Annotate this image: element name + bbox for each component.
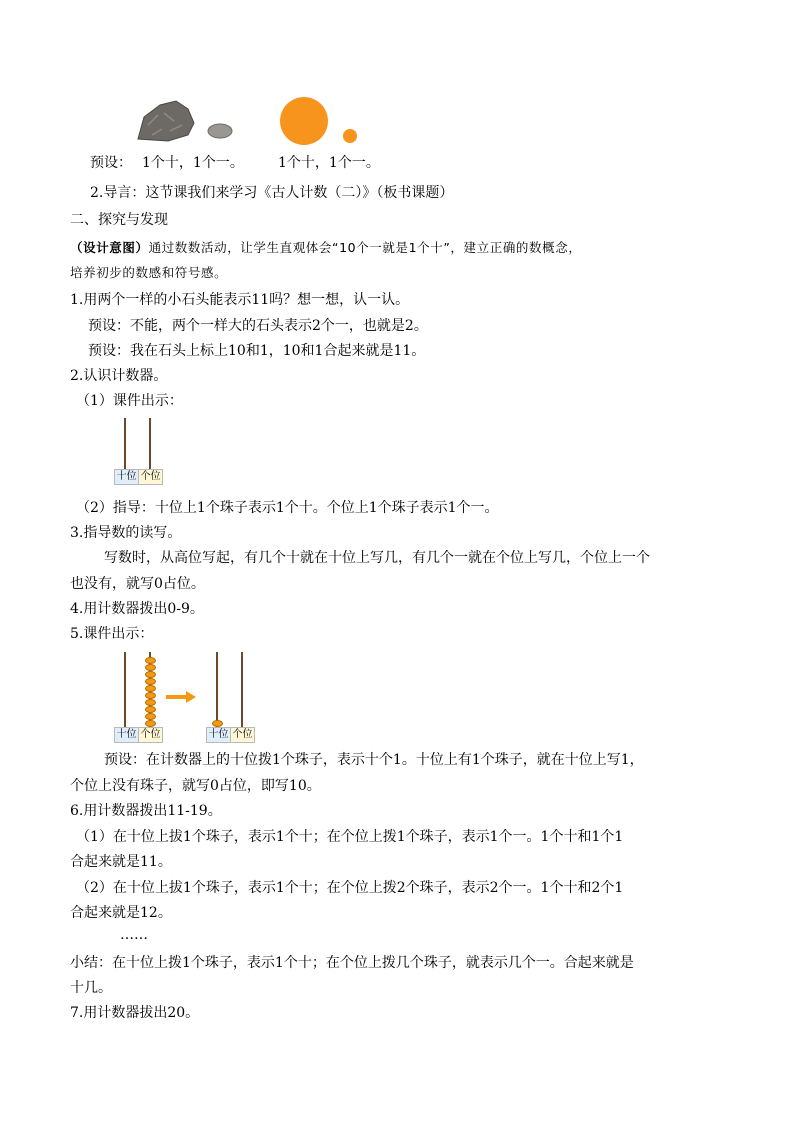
stones-illustration: [130, 95, 370, 147]
bead: [145, 671, 156, 678]
design-intent-line-1: （设计意图）通过数数活动，让学生直观体会“10个一就是1个十”，建立正确的数概念，: [70, 240, 582, 255]
abacus-empty: [114, 418, 164, 484]
question-6-part-1-line-1: （1）在十位上拔1个珠子，表示1个十；在个位上拨1个珠子，表示1个一。1个十和1个1: [76, 829, 624, 845]
bead: [145, 713, 156, 720]
tens-label: 十位: [114, 469, 139, 485]
ones-label: 个位: [138, 727, 163, 743]
preset-answer-circles: 1个十，1个一。: [278, 155, 380, 171]
abacus-ten-ones: [114, 652, 164, 742]
bead: [145, 664, 156, 671]
question-6-part-2-line-1: （2）在十位上拔1个珠子，表示1个十；在个位上拨2个珠子，表示2个一。1个十和2个1: [76, 880, 624, 896]
question-5-text-2: 个位上没有珠子，就写0占位，即写10。: [70, 778, 321, 794]
section-heading: 二、探究与发现: [70, 212, 168, 228]
question-2-part-2: （2）指导：十位上1个珠子表示1个十。个位上1个珠子表示1个一。: [76, 500, 499, 516]
bead: [145, 692, 156, 699]
ones-label: 个位: [230, 727, 255, 743]
guide-text: 2.导言：这节课我们来学习《古人计数（二）》（板书课题）: [90, 185, 454, 201]
question-2-part-1: （1）课件出示：: [76, 393, 183, 409]
abacus-one-ten: [206, 652, 256, 742]
question-7: 7.用计数器拔出20。: [70, 1005, 200, 1021]
preset-answer-stones: 1个十，1个一。: [142, 155, 244, 171]
question-4: 4.用计数器拨出0-9。: [70, 601, 204, 617]
tens-label: 十位: [206, 727, 231, 743]
design-intent-line-2: 培养初步的数感和符号感。: [70, 265, 228, 280]
tens-rod: [124, 652, 126, 727]
summary-line-2: 十几。: [70, 980, 112, 996]
small-stone: [208, 124, 232, 138]
tens-rod: [124, 418, 126, 469]
question-1-preset-2: 预设：我在石头上标上10和1，10和1合起来就是11。: [88, 343, 426, 359]
bead: [145, 720, 156, 727]
arrow-right-icon: [166, 690, 196, 704]
bead: [145, 685, 156, 692]
ones-rod: [149, 418, 151, 469]
question-1: 1.用两个一样的小石头能表示11吗？想一想，认一认。: [70, 292, 410, 308]
ones-label: 个位: [138, 469, 163, 485]
question-5: 5.课件出示：: [70, 626, 154, 642]
bead: [145, 678, 156, 685]
big-stone: [138, 101, 194, 141]
question-5-text-1: 预设：在计数器上的十位拨1个珠子，表示十个1。十位上有1个珠子，就在十位上写1，: [104, 752, 644, 768]
tens-label: 十位: [114, 727, 139, 743]
big-orange-circle: [280, 97, 328, 145]
question-2: 2.认识计数器。: [70, 368, 168, 384]
question-6-part-1-line-2: 合起来就是11。: [70, 854, 172, 870]
question-1-preset-1: 预设：不能，两个一样大的石头表示2个一，也就是2。: [88, 318, 428, 334]
small-orange-circle: [343, 129, 357, 143]
bead: [145, 706, 156, 713]
bead: [145, 699, 156, 706]
question-3-text-1: 写数时，从高位写起，有几个十就在十位上写几，有几个一就在个位上写几，个位上一个: [104, 550, 650, 566]
bead: [212, 720, 223, 727]
bead: [145, 657, 156, 664]
question-3-text-2: 也没有，就写0占位。: [70, 576, 205, 592]
tens-rod: [216, 652, 218, 727]
summary-line-1: 小结：在十位上拨1个珠子，表示1个十；在个位上拨几个珠子，就表示几个一。合起来就是: [70, 955, 634, 971]
question-6: 6.用计数器拨出11-19。: [70, 803, 222, 819]
ones-rod: [241, 652, 243, 727]
design-intent-label: （设计意图）: [70, 240, 149, 255]
ellipsis: ……: [120, 927, 148, 943]
question-6-part-2-line-2: 合起来就是12。: [70, 905, 172, 921]
preset-label: 预设：: [90, 155, 132, 171]
question-3: 3.指导数的读写。: [70, 525, 182, 541]
